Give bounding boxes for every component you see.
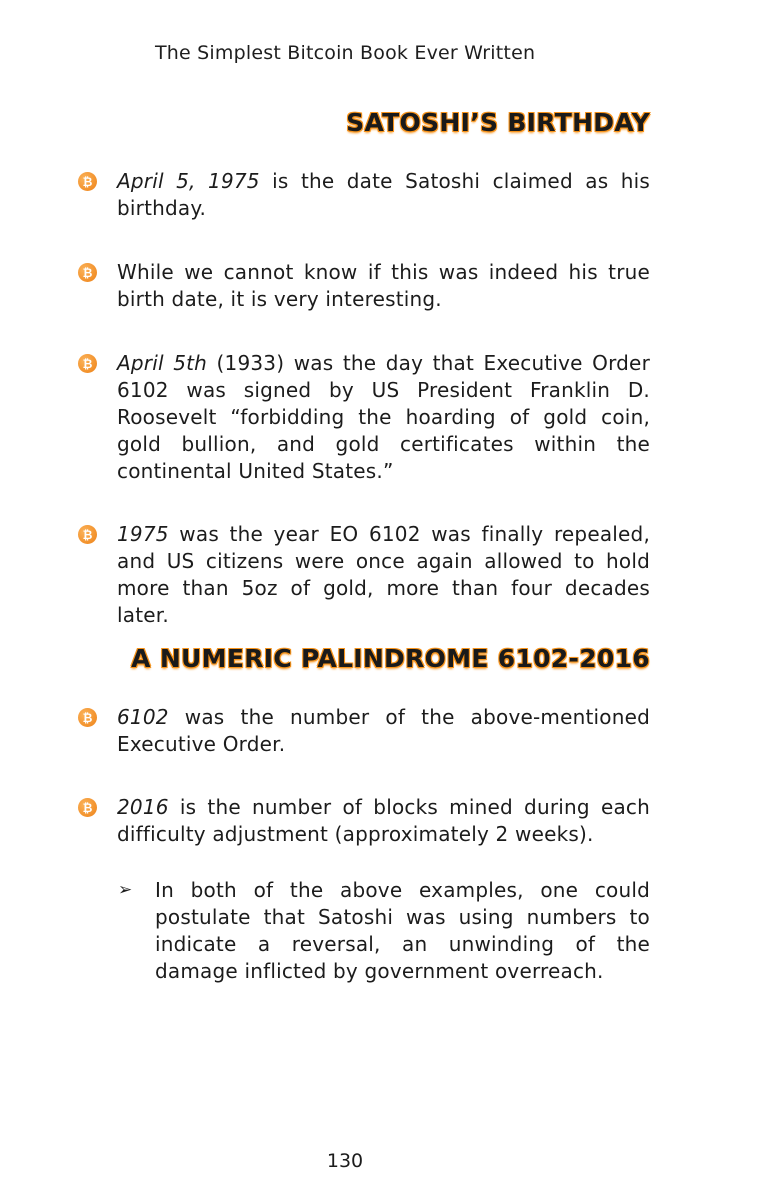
sub-bullet-text: In both of the above examples, one could postulate that Satoshi was using numbers to indicate a reversal, an unwinding of the damage inflicted by government overreach. — [155, 878, 650, 983]
arrow-bullet-icon: ➢ — [118, 880, 133, 900]
bullet-text: April 5, 1975 is the date Satoshi claimed as his birthday. — [117, 169, 650, 220]
page-number: 130 — [326, 1150, 364, 1172]
bitcoin-icon: ₿ — [78, 708, 97, 727]
bitcoin-icon: ₿ — [78, 172, 97, 191]
bullet-text: While we cannot know if this was indeed his true birth date, it is very interesting. — [117, 260, 650, 311]
section-heading-birthday: SATOSHI’S BIRTHDAY — [346, 108, 650, 137]
bitcoin-icon: ₿ — [78, 798, 97, 817]
list-item — [78, 704, 650, 758]
list-item — [78, 521, 650, 629]
bitcoin-icon: ₿ — [78, 354, 97, 373]
list-item — [78, 794, 650, 848]
bullet-text: April 5th (1933) was the day that Executive Order 6102 was signed by US President Franklin D. Roosevelt “forbidding the hoarding of gold coin, gold bullion, and gold certificates within the continental United States.” — [117, 351, 650, 483]
sub-list-item — [118, 877, 650, 985]
section-heading-palindrome: A NUMERIC PALINDROME 6102-2016 — [131, 644, 650, 673]
bullet-text: 1975 was the year EO 6102 was finally repealed, and US citizens were once again allowed to hold more than 5oz of gold, more than four decades later. — [117, 522, 650, 627]
bullet-text: 6102 was the number of the above-mentioned Executive Order. — [117, 705, 650, 756]
list-item — [78, 350, 650, 485]
bullet-text: 2016 is the number of blocks mined during each difficulty adjustment (approximately 2 weeks). — [117, 795, 650, 846]
bitcoin-icon: ₿ — [78, 525, 97, 544]
bitcoin-icon: ₿ — [78, 263, 97, 282]
list-item — [78, 168, 650, 222]
running-header: The Simplest Bitcoin Book Ever Written — [155, 42, 536, 64]
list-item — [78, 259, 650, 313]
